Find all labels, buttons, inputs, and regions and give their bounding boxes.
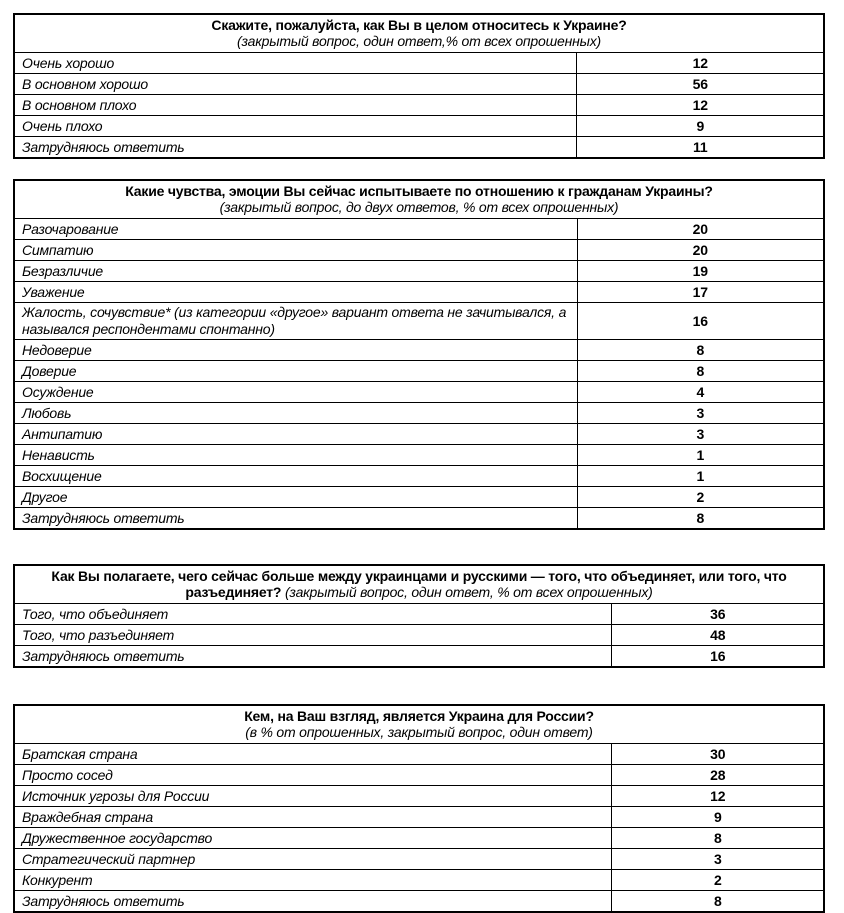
answer-value: 17	[577, 282, 824, 303]
table-row	[14, 361, 824, 382]
table-row	[14, 240, 824, 261]
answer-label: В основном плохо	[14, 95, 577, 116]
answer-label: Симпатию	[14, 240, 577, 261]
table-row	[14, 340, 824, 361]
table-row	[14, 487, 824, 508]
answer-label: Недоверие	[14, 340, 577, 361]
table-subtitle: (закрытый вопрос, один ответ,% от всех опрошенных)	[237, 33, 601, 49]
answer-label: Братская страна	[14, 744, 612, 765]
answer-value: 48	[612, 625, 824, 646]
answer-value: 3	[577, 403, 824, 424]
table-title: Какие чувства, эмоции Вы сейчас испытываете по отношению к гражданам Украины?	[125, 183, 713, 199]
answer-label: Доверие	[14, 361, 577, 382]
table-header-row	[14, 14, 824, 53]
answer-label: Другое	[14, 487, 577, 508]
table-row	[14, 466, 824, 487]
answer-label: Затрудняюсь ответить	[14, 891, 612, 913]
table-row	[14, 870, 824, 891]
answer-label: Ненависть	[14, 445, 577, 466]
table-header	[14, 565, 824, 604]
answer-value: 3	[612, 849, 824, 870]
table-title: Как Вы полагаете, чего сейчас больше между украинцами и русскими — того, что объединяет, или того, что разъединяет?	[51, 568, 787, 600]
table-header-row	[14, 705, 824, 744]
answer-value: 1	[577, 466, 824, 487]
answer-value: 1	[577, 445, 824, 466]
table-row	[14, 261, 824, 282]
table-title: Скажите, пожалуйста, как Вы в целом относитесь к Украине?	[211, 17, 627, 33]
answer-value: 11	[577, 137, 824, 159]
answer-label: Жалость, сочувствие* (из категории «другое» вариант ответа не зачитывался, а назывался респондентами спонтанно)	[14, 303, 577, 340]
answer-value: 16	[612, 646, 824, 668]
answer-label: Уважение	[14, 282, 577, 303]
table-row	[14, 891, 824, 913]
answer-value: 12	[577, 95, 824, 116]
answer-label: Очень хорошо	[14, 53, 577, 74]
table-subtitle: (закрытый вопрос, один ответ, % от всех опрошенных)	[284, 584, 653, 600]
table-row	[14, 382, 824, 403]
answer-label: Очень плохо	[14, 116, 577, 137]
answer-value: 30	[612, 744, 824, 765]
answer-label: Конкурент	[14, 870, 612, 891]
survey-table	[13, 13, 825, 159]
answer-value: 2	[612, 870, 824, 891]
table-header	[14, 14, 824, 53]
table-row	[14, 807, 824, 828]
answer-value: 28	[612, 765, 824, 786]
answer-label: Стратегический партнер	[14, 849, 612, 870]
answer-value: 8	[612, 891, 824, 913]
table-header	[14, 180, 824, 219]
answer-label: Того, что разъединяет	[14, 625, 612, 646]
table-row	[14, 95, 824, 116]
table-header	[14, 705, 824, 744]
answer-value: 8	[577, 361, 824, 382]
answer-label: Антипатию	[14, 424, 577, 445]
table-row	[14, 303, 824, 340]
answer-label: Враждебная страна	[14, 807, 612, 828]
survey-table	[13, 179, 825, 530]
table-row	[14, 625, 824, 646]
answer-label: Осуждение	[14, 382, 577, 403]
answer-value: 9	[612, 807, 824, 828]
answer-label: Того, что объединяет	[14, 604, 612, 625]
table-row	[14, 53, 824, 74]
table-row	[14, 786, 824, 807]
table-row	[14, 508, 824, 530]
answer-value: 36	[612, 604, 824, 625]
answer-value: 12	[612, 786, 824, 807]
table-row	[14, 445, 824, 466]
answer-value: 56	[577, 74, 824, 95]
answer-label: Восхищение	[14, 466, 577, 487]
table-row	[14, 744, 824, 765]
survey-table	[13, 704, 825, 913]
answer-value: 8	[577, 508, 824, 530]
table-row	[14, 424, 824, 445]
answer-value: 16	[577, 303, 824, 340]
answer-label: Любовь	[14, 403, 577, 424]
table-row	[14, 849, 824, 870]
table-row	[14, 74, 824, 95]
answer-label: Дружественное государство	[14, 828, 612, 849]
answer-value: 20	[577, 219, 824, 240]
table-row	[14, 282, 824, 303]
answer-label: Затрудняюсь ответить	[14, 508, 577, 530]
answer-value: 20	[577, 240, 824, 261]
tables-root	[13, 13, 844, 913]
answer-label: Разочарование	[14, 219, 577, 240]
table-title: Кем, на Ваш взгляд, является Украина для России?	[244, 708, 594, 724]
table-header-row	[14, 180, 824, 219]
answer-label: Затрудняюсь ответить	[14, 646, 612, 668]
table-header-row	[14, 565, 824, 604]
answer-value: 8	[612, 828, 824, 849]
answer-value: 4	[577, 382, 824, 403]
table-subtitle: (в % от опрошенных, закрытый вопрос, один ответ)	[245, 724, 593, 740]
answer-value: 8	[577, 340, 824, 361]
answer-label: Источник угрозы для России	[14, 786, 612, 807]
table-row	[14, 604, 824, 625]
table-subtitle: (закрытый вопрос, до двух ответов, % от всех опрошенных)	[219, 199, 619, 215]
answer-value: 12	[577, 53, 824, 74]
table-row	[14, 116, 824, 137]
answer-label: В основном хорошо	[14, 74, 577, 95]
table-row	[14, 403, 824, 424]
answer-value: 9	[577, 116, 824, 137]
answer-label: Безразличие	[14, 261, 577, 282]
table-row	[14, 828, 824, 849]
answer-label: Затрудняюсь ответить	[14, 137, 577, 159]
answer-value: 19	[577, 261, 824, 282]
table-row	[14, 646, 824, 668]
table-row	[14, 137, 824, 159]
table-row	[14, 765, 824, 786]
answer-value: 2	[577, 487, 824, 508]
answer-label: Просто сосед	[14, 765, 612, 786]
survey-table	[13, 564, 825, 668]
table-row	[14, 219, 824, 240]
answer-value: 3	[577, 424, 824, 445]
